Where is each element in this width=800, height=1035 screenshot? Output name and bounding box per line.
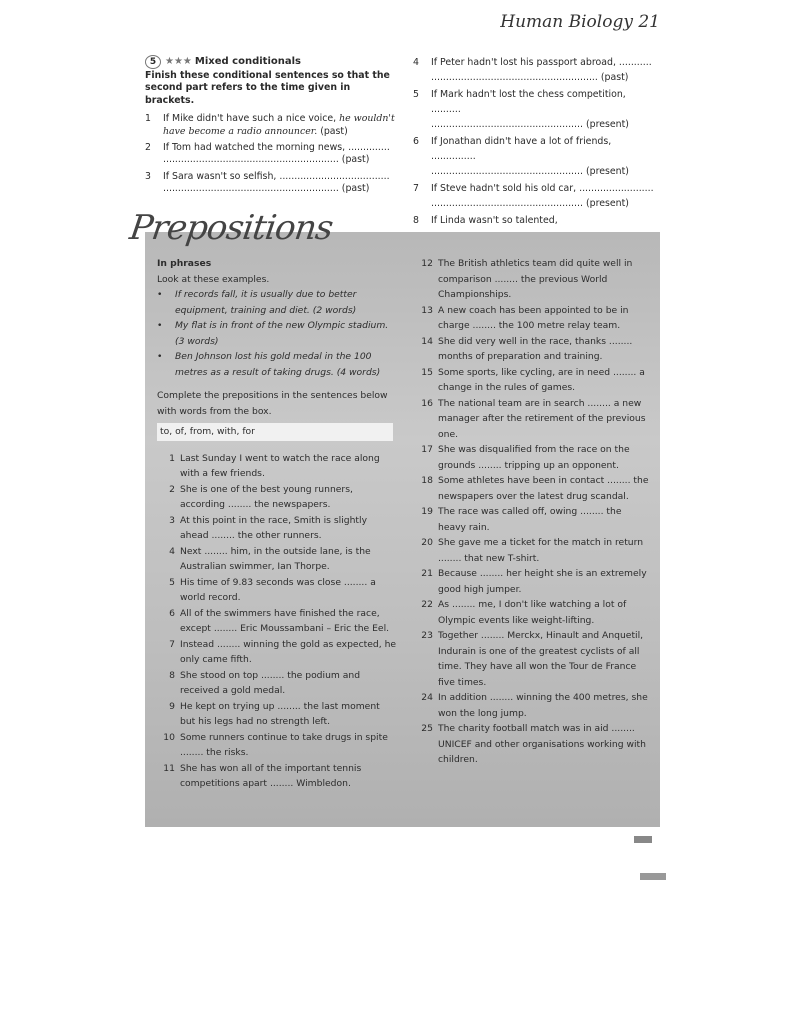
list-item xyxy=(145,171,395,196)
prepositions-left-column xyxy=(157,256,397,792)
item-text: The national team are in search ........ a new manager after the retirement of the previous one. xyxy=(438,397,646,440)
page-mark xyxy=(634,836,652,843)
item-tail: ........................................................... (past) xyxy=(163,183,370,195)
exercise-item xyxy=(157,730,397,761)
item-text: Some athletes have been in contact ........ the newspapers over the latest drug scandal. xyxy=(438,475,649,502)
page-header: Human Biology 21 xyxy=(500,12,660,32)
example-text: If records fall, it is usually due to better equipment, training and diet. (2 words) xyxy=(175,289,357,316)
item-number: 24 xyxy=(421,692,433,703)
instruction: Complete the prepositions in the sentences below with words from the box. xyxy=(157,390,388,417)
exercise-item xyxy=(415,473,650,504)
item-number: 19 xyxy=(421,506,433,517)
list-item xyxy=(145,113,395,138)
exercise-number: 5 xyxy=(145,55,161,69)
item-text: She stood on top ........ the podium and received a gold medal. xyxy=(180,669,361,696)
item-text: If Sara wasn't so selfish, ..................................... xyxy=(163,170,390,182)
item-number: 25 xyxy=(421,723,433,734)
exercise-item xyxy=(415,303,650,334)
prepositions-right-column xyxy=(415,256,650,768)
item-number: 13 xyxy=(421,304,433,316)
item-number: 18 xyxy=(421,475,433,486)
exercise-item xyxy=(415,442,650,473)
item-text: If Jonathan didn't have a lot of friends, ............... xyxy=(431,136,612,162)
item-number: 16 xyxy=(421,397,433,409)
look-text: Look at these examples. xyxy=(157,273,270,285)
item-tail: ........................................................ (past) xyxy=(431,72,629,83)
word-box: to, of, from, with, for xyxy=(157,423,393,441)
item-number: 3 xyxy=(145,170,151,182)
item-number: 23 xyxy=(421,630,433,641)
exercise-item xyxy=(157,451,397,482)
exercise-item xyxy=(415,504,650,535)
item-number: 17 xyxy=(421,444,433,455)
item-tail: ........................................................... (past) xyxy=(163,154,370,166)
item-number: 6 xyxy=(169,607,175,619)
item-text: The race was called off, owing ........ the heavy rain. xyxy=(438,506,622,533)
exercise-item xyxy=(415,334,650,365)
exercise-item xyxy=(157,575,397,606)
exercise-title-text: Mixed conditionals xyxy=(194,56,301,67)
item-number: 14 xyxy=(421,335,433,347)
list-item xyxy=(413,181,658,211)
list-item xyxy=(413,55,658,85)
item-text: She has won all of the important tennis competitions apart ........ Wimbledon. xyxy=(180,762,362,789)
exercise-item xyxy=(415,396,650,443)
exercise-item xyxy=(415,690,650,721)
item-text: The charity football match was in aid ........ UNICEF and other organisations working with children. xyxy=(438,723,646,765)
item-tail: ................................................... (present) xyxy=(431,198,629,209)
exercise-item xyxy=(157,668,397,699)
item-number: 7 xyxy=(169,638,175,650)
item-text: As ........ me, I don't like watching a lot of Olympic events like weight-lifting. xyxy=(438,599,627,626)
item-number: 6 xyxy=(413,136,419,147)
item-text: If Tom had watched the morning news, .............. xyxy=(163,142,390,154)
item-tail: (past) xyxy=(320,125,348,137)
item-number: 10 xyxy=(163,731,175,743)
item-text: Next ........ him, in the outside lane, is the Australian swimmer, Ian Thorpe. xyxy=(180,545,371,572)
item-number: 20 xyxy=(421,537,433,548)
item-text: All of the swimmers have finished the race, except ........ Eric Moussambani – Eric the Eel. xyxy=(180,607,390,634)
item-text: If Linda wasn't so talented, xyxy=(431,215,558,226)
exercise-item xyxy=(157,482,397,513)
example-text: My flat is in front of the new Olympic stadium. (3 words) xyxy=(175,320,389,347)
exercise-instruction: Finish these conditional sentences so that the second part refers to the time given in brackets. xyxy=(145,70,390,106)
item-text: If Mark hadn't lost the chess competition, .......... xyxy=(431,89,626,115)
example-item xyxy=(157,287,397,318)
item-number: 2 xyxy=(169,483,175,495)
item-number: 5 xyxy=(413,89,419,100)
subheading: In phrases xyxy=(157,258,212,269)
item-text: Some runners continue to take drugs in spite ........ the risks. xyxy=(180,731,388,758)
bullet-icon: • xyxy=(157,320,163,331)
item-number: 3 xyxy=(169,514,175,526)
item-text: At this point in the race, Smith is slightly ahead ........ the other runners. xyxy=(180,514,368,541)
exercise-5-left xyxy=(145,55,395,200)
item-text: His time of 9.83 seconds was close ........ a world record. xyxy=(180,576,376,603)
item-number: 9 xyxy=(169,700,175,712)
item-number: 21 xyxy=(421,568,433,579)
item-text: She did very well in the race, thanks ........ months of preparation and training. xyxy=(438,335,633,362)
exercise-title xyxy=(145,55,395,69)
item-text: She gave me a ticket for the match in return ........ that new T-shirt. xyxy=(438,537,644,564)
item-text: Some sports, like cycling, are in need ........ a change in the rules of games. xyxy=(438,366,645,393)
item-number: 22 xyxy=(421,599,433,610)
exercise-item xyxy=(415,566,650,597)
item-number: 11 xyxy=(163,762,175,774)
exercise-item xyxy=(415,597,650,628)
item-number: 4 xyxy=(169,545,175,557)
list-item xyxy=(413,134,658,179)
item-number: 4 xyxy=(413,57,419,68)
exercise-5-right xyxy=(413,55,658,260)
item-text: Together ........ Merckx, Hinault and Anquetil, Indurain is one of the greatest cyclists of all time. They have all won the Tour de France five times. xyxy=(438,630,644,688)
exercise-item xyxy=(157,513,397,544)
item-text: She was disqualified from the race on the grounds ........ tripping up an opponent. xyxy=(438,444,630,471)
exercise-item xyxy=(415,628,650,690)
exercise-item xyxy=(415,721,650,768)
item-text: The British athletics team did quite well in comparison ........ the previous World Championships. xyxy=(438,258,633,300)
item-number: 8 xyxy=(413,215,419,226)
exercise-item xyxy=(415,535,650,566)
exercise-item xyxy=(415,256,650,303)
difficulty-stars-icon: ★★★ xyxy=(165,56,192,67)
item-text: If Peter hadn't lost his passport abroad, ........... xyxy=(431,57,652,68)
item-tail: ................................................... (present) xyxy=(431,166,629,177)
item-number: 5 xyxy=(169,576,175,588)
exercise-item xyxy=(157,637,397,668)
list-item xyxy=(413,87,658,132)
exercise-item xyxy=(415,365,650,396)
handwritten-answer: he wouldn't have become a radio announcer. xyxy=(163,113,395,137)
exercise-item xyxy=(157,699,397,730)
bullet-icon: • xyxy=(157,289,163,300)
item-number: 8 xyxy=(169,669,175,681)
item-text: In addition ........ winning the 400 metres, she won the long jump. xyxy=(438,692,648,719)
item-number: 1 xyxy=(145,113,151,125)
item-number: 12 xyxy=(421,258,433,269)
item-text: Instead ........ winning the gold as expected, he only came fifth. xyxy=(180,638,397,665)
item-tail: ................................................... (present) xyxy=(431,119,629,130)
exercise-item xyxy=(157,606,397,637)
example-text: Ben Johnson lost his gold medal in the 100 metres as a result of taking drugs. (4 words) xyxy=(175,351,381,378)
item-number: 2 xyxy=(145,142,151,154)
item-text: If Steve hadn't sold his old car, ......................... xyxy=(431,183,654,194)
example-item xyxy=(157,349,397,380)
list-item xyxy=(145,142,395,167)
item-text: She is one of the best young runners, according ........ the newspapers. xyxy=(180,483,353,510)
item-text: Last Sunday I went to watch the race along with a few friends. xyxy=(180,452,380,479)
item-text: Because ........ her height she is an extremely good high jumper. xyxy=(438,568,647,595)
item-text: A new coach has been appointed to be in charge ........ the 100 metre relay team. xyxy=(438,304,629,331)
page-mark xyxy=(640,873,666,880)
item-text: He kept on trying up ........ the last moment but his legs had no strength left. xyxy=(180,700,380,727)
exercise-item xyxy=(157,761,397,792)
bullet-icon: • xyxy=(157,351,163,362)
item-number: 1 xyxy=(169,452,175,464)
item-text: If Mike didn't have such a nice voice, xyxy=(163,113,337,125)
example-item xyxy=(157,318,397,349)
item-number: 7 xyxy=(413,183,419,194)
section-title: Prepositions xyxy=(127,208,335,248)
exercise-item xyxy=(157,544,397,575)
item-number: 15 xyxy=(421,366,433,378)
